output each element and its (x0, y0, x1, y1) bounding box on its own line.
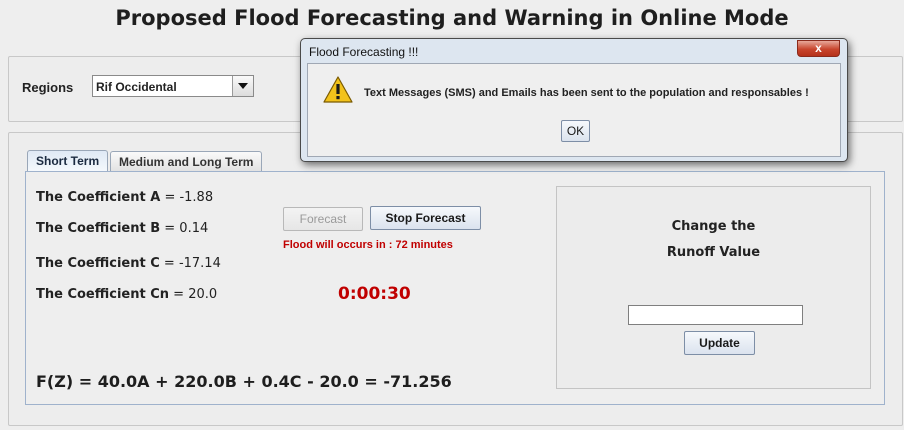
ok-button[interactable]: OK (561, 120, 590, 142)
coefficient-label: The Coefficient Cn (36, 287, 170, 302)
dialog-body (307, 63, 841, 157)
coefficient-value: = 0.14 (164, 221, 209, 236)
runoff-panel (556, 186, 871, 389)
page-title: Proposed Flood Forecasting and Warning in Online Mode (115, 6, 789, 30)
chevron-down-icon[interactable] (232, 76, 253, 96)
regions-label: Regions (22, 80, 74, 95)
dialog-title: Flood Forecasting !!! (309, 45, 419, 59)
flood-warning-message: Flood will occurs in : 72 minutes (283, 239, 453, 251)
stop-forecast-button[interactable]: Stop Forecast (370, 206, 481, 230)
update-button[interactable]: Update (684, 331, 755, 355)
coefficient-a (36, 190, 213, 205)
coefficient-b (36, 221, 208, 236)
runoff-heading-line1: Change the (671, 219, 756, 234)
coefficient-value: = -17.14 (163, 256, 221, 271)
countdown-timer: 0:00:30 (338, 284, 411, 304)
coefficient-c (36, 256, 221, 271)
runoff-value-input[interactable] (628, 305, 803, 325)
tab-short-term[interactable]: Short Term (27, 150, 108, 171)
tab-medium-long-term[interactable]: Medium and Long Term (110, 151, 262, 171)
coefficient-label: The Coefficient C (36, 256, 160, 271)
dialog-message: Text Messages (SMS) and Emails has been sent to the population and responsables ! (364, 87, 809, 99)
coefficient-label: The Coefficient A (36, 190, 161, 205)
alert-dialog (300, 38, 848, 162)
formula-result: F(Z) = 40.0A + 220.0B + 0.4C - 20.0 = -71.256 (36, 372, 452, 391)
warning-icon (323, 76, 353, 104)
coefficient-value: = 20.0 (173, 287, 218, 302)
coefficient-value: = -1.88 (164, 190, 214, 205)
regions-dropdown[interactable] (92, 75, 254, 97)
forecast-button[interactable]: Forecast (283, 207, 363, 231)
coefficient-label: The Coefficient B (36, 221, 161, 236)
regions-selected-value: Rif Occidental (96, 80, 177, 94)
close-button[interactable]: x (797, 40, 840, 57)
runoff-heading-line2: Runoff Value (666, 245, 761, 260)
coefficient-cn (36, 287, 217, 302)
